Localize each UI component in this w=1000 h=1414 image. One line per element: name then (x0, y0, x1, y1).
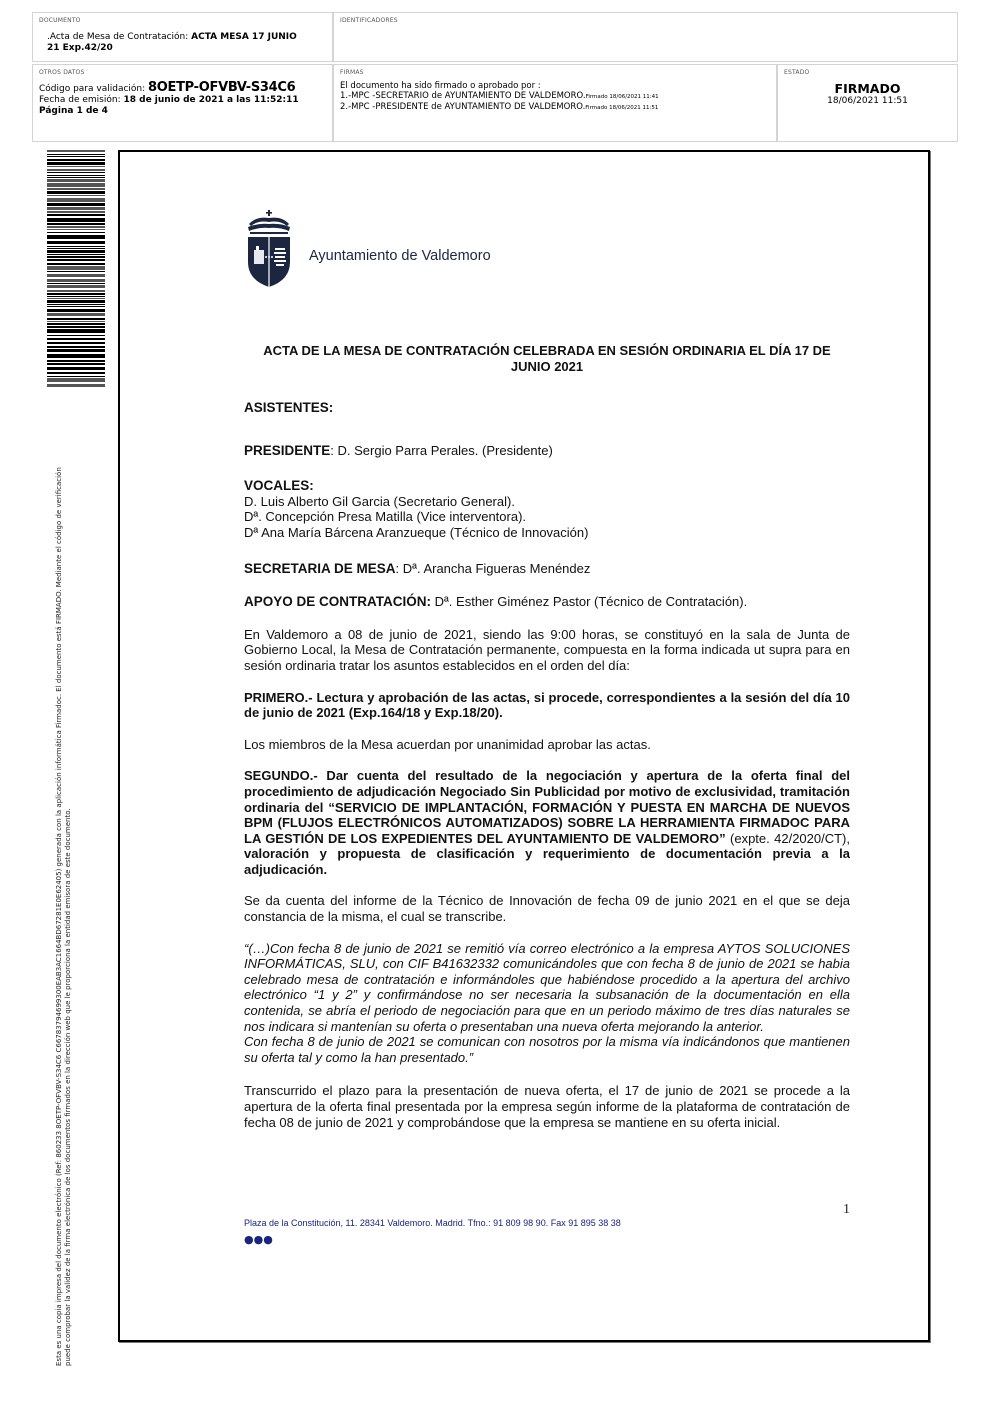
side-notice-line-2: puede comprobar la validez de la firma electrónica de los documentos firmados en la dirección web que le proporciona la entidad emisora de este documento. (64, 808, 72, 1366)
barcode-bar (47, 198, 105, 202)
informe-paragraph: Se da cuenta del informe de la Técnico de Innovación de fecha 09 de junio 2021 en el que se deja constancia de la misma, el cual se transcribe. (244, 893, 850, 925)
org-name: Ayuntamiento de Valdemoro (309, 248, 491, 264)
barcode-bar (47, 274, 105, 277)
transcurrido-paragraph: Transcurrido el plazo para la presentación de nueva oferta, el 17 de junio de 2021 se procede a la apertura de la oferta final presentada por la empresa según informe de la plataforma de contratación de fecha 08 de junio de 2021 y comprobándose que la empresa se mantiene en su oferta inicial. (244, 1083, 850, 1130)
barcode-bar (47, 235, 105, 239)
quote-part-2: Con fecha 8 de junio de 2021 se comunican con nosotros por la misma vía indicándonos que mantienen su oferta tal y como la han presentado.” (244, 1034, 850, 1065)
barcode-bar (47, 156, 105, 157)
presidente-row (244, 443, 850, 459)
document-body (244, 343, 850, 1146)
barcode-bar (47, 378, 105, 382)
barcode-bar (47, 309, 105, 312)
barcode-bar (47, 329, 105, 333)
signer-row (340, 102, 659, 113)
barcode-bar (47, 207, 105, 210)
barcode-bar (47, 321, 105, 322)
primero-result: Los miembros de la Mesa acuerdan por unanimidad aprobar las actas. (244, 736, 651, 752)
documento-prefix: .Acta de Mesa de Contratación: (47, 32, 192, 42)
apoyo-value: Dª. Esther Giménez Pastor (Técnico de Contratación). (431, 594, 748, 610)
barcode-bar (47, 290, 105, 292)
signer-row (340, 91, 659, 102)
vocal-item: D. Luis Alberto Gil Garcia (Secretario General). (244, 493, 515, 509)
segundo-text-a: SEGUNDO.- Dar cuenta del resultado de la negociación y apertura de la oferta final del procedimiento de adjudicación Negociado Sin Publicidad por motivo de exclusividad, tramitación ordinaria del “SERVICIO DE IMPLANTACIÓN, FORMACIÓN Y PUESTA EN MARCHA DE NUEVOS BPM (FLUJOS ELECTRÓNICOS AUTOMATIZADOS) SOBRE LA HERRAMIENTA FIRMADOC PARA LA GESTIÓN DE LOS EXPEDIENTES DEL AYUNTAMIENTO DE VALDEMORO” (244, 768, 850, 846)
barcode-bar (47, 223, 105, 225)
barcode-bar (47, 342, 105, 344)
emission-date-row (39, 95, 299, 106)
barcode-bar (47, 150, 105, 152)
barcode-bar (47, 166, 105, 167)
barcode-bar (47, 256, 105, 258)
barcode-bar (47, 300, 105, 303)
asistentes-heading: ASISTENTES: (244, 400, 334, 415)
side-notice-line-1: Esta es una copia impresa del documento electrónico (Ref: 860233 8OETP-OFVBV-S34C6 C66783794699300EAB3AC1664BD67281E0E62405) generada con la aplicación informática Firmadoc. El documento está FIRMADO. Mediante el código de verificación (55, 467, 63, 1366)
secretaria-label: SECRETARIA DE MESA (244, 560, 396, 576)
side-verification-notice (55, 391, 73, 1366)
status-datetime: 18/06/2021 11:51 (827, 96, 908, 106)
barcode-bar (47, 283, 105, 284)
barcode-bar (47, 360, 105, 362)
barcode-bar (47, 162, 105, 165)
apoyo-row (244, 594, 850, 610)
estado-content (778, 81, 957, 107)
document-header (32, 12, 958, 142)
intro-paragraph: En Valdemoro a 08 de junio de 2021, siendo las 9:00 horas, se constituyó en la sala de Junta de Gobierno Local, la Mesa de Contratación permanente, compuesta en la forma indicada ut supra para en sesión ordinaria tratar los asuntos establecidos en el orden del día: (244, 626, 850, 673)
signer-text: 2.-MPC -PRESIDENTE de AYUNTAMIENTO DE VALDEMORO. (340, 102, 586, 112)
barcode-bar (47, 259, 105, 261)
presidente-label: PRESIDENTE (244, 442, 331, 458)
identificadores-cell (333, 12, 958, 62)
segundo-paragraph (244, 768, 850, 877)
expediente-ref: (expte. 42/2020/CT), (725, 830, 850, 846)
firmas-cell (333, 64, 777, 142)
page-number: 1 (843, 1202, 850, 1217)
status-badge: FIRMADO (834, 81, 901, 96)
firmas-content (340, 81, 659, 113)
barcode-bar (47, 263, 105, 265)
barcode-bar (47, 335, 105, 336)
barcode-bar (47, 191, 105, 194)
footer-address: Plaza de la Constitución, 11. 28341 Valdemoro. Madrid. Tfno.: 91 809 98 90. Fax 91 895 38 38 (244, 1218, 621, 1228)
secretaria-row (244, 561, 850, 577)
barcode-bar (47, 296, 105, 297)
barcode-bar (47, 266, 105, 270)
barcode-bar (47, 271, 105, 272)
signer-stamp: Firmado 18/06/2021 11:51 (585, 105, 659, 111)
barcode-bar (47, 254, 105, 255)
quoted-report (244, 941, 850, 1066)
otros-datos-content (39, 82, 299, 117)
barcode-bar (47, 372, 105, 374)
secretaria-value: : Dª. Arancha Figueras Menéndez (395, 560, 591, 576)
barcode-bar (47, 250, 105, 253)
signer-stamp: Firmado 18/06/2021 11:41 (585, 94, 659, 100)
barcode-bar (47, 285, 105, 288)
barcode-bar (47, 159, 105, 161)
documento-label: DOCUMENTO (39, 17, 81, 24)
barcode-bar (47, 195, 105, 196)
page-indicator (39, 106, 299, 117)
identificadores-label: IDENTIFICADORES (340, 17, 398, 24)
validation-code-row (39, 82, 299, 95)
barcode-bar (47, 354, 105, 358)
barcode-bar (47, 306, 105, 307)
barcode-bar (47, 175, 105, 176)
barcode-bar (47, 346, 105, 348)
emission-date-label: Fecha de emisión: (39, 95, 124, 105)
estado-label: ESTADO (784, 69, 810, 76)
barcode-bar (47, 154, 105, 155)
barcode-bar (47, 384, 105, 387)
barcode-bar (47, 203, 105, 206)
barcode-bar (47, 279, 105, 282)
vocal-item: Dª Ana María Bárcena Aranzueque (Técnico de Innovación) (244, 524, 589, 540)
presidente-value: : D. Sergio Parra Perales. (Presidente) (330, 442, 553, 458)
barcode-bar (47, 226, 105, 228)
barcode-bar (47, 248, 105, 249)
barcode-bar (47, 293, 105, 295)
barcode-bar (47, 338, 105, 340)
barcode-bar (47, 313, 105, 316)
barcode-bar (47, 323, 105, 325)
otros-datos-cell (32, 64, 333, 142)
barcode-bar (47, 211, 105, 213)
vocales-label: VOCALES: (244, 478, 314, 494)
apoyo-label: APOYO DE CONTRATACIÓN: (244, 594, 431, 610)
barcode-bar (47, 177, 105, 178)
estado-cell (777, 64, 958, 142)
barcode-bar (47, 169, 105, 171)
barcode-bar (47, 229, 105, 230)
barcode-bar (47, 188, 105, 190)
quote-part-1: “(…)Con fecha 8 de junio de 2021 se remitió vía correo electrónico a la empresa AYTOS SOLUCIONES INFORMÁTICAS, SLU, con CIF B41632332 comunicándoles que con fecha 8 de junio de 2021 se habia celebrado mesa de contratación e informándoles que habiéndose procedido a la apertura del archivo electrónico “1 y 2” y confirmándose no ser necesaria la subsanación de la documentación en ella contenida, se abría el periodo de negociación para que en un periodo máximo de tres días naturales se nos indicara si mantenían su oferta o presentaban una nueva oferta mejorando la anterior. (244, 940, 850, 1034)
primero-paragraph: PRIMERO.- Lectura y aprobación de las actas, si procede, correspondientes a la sesión del día 10 de junio de 2021 (Exp.164/18 y Exp.18/20). (244, 689, 850, 721)
barcode-bar (47, 376, 105, 377)
barcode-icon (47, 150, 105, 388)
barcode-bar (47, 298, 105, 299)
firmas-label: FIRMAS (340, 69, 364, 76)
footer-dots-icon: ●●● (244, 1233, 273, 1246)
emission-date: 18 de junio de 2021 a las 11:52:11 (123, 95, 299, 105)
barcode-bar (47, 241, 105, 244)
barcode-bar (47, 318, 105, 320)
barcode-bar (47, 246, 105, 247)
vocal-item: Dª. Concepción Presa Matilla (Vice interventora). (244, 509, 527, 525)
barcode-bar (47, 183, 105, 187)
document-title: ACTA DE LA MESA DE CONTRATACIÓN CELEBRADA EN SESIÓN ORDINARIA EL DÍA 17 DE JUNIO 2021 (263, 343, 831, 374)
barcode-bar (47, 326, 105, 328)
barcode-bar (47, 349, 105, 352)
segundo-text-c: valoración y propuesta de clasificación y requerimiento de documentación previa a la adjudicación. (244, 846, 850, 877)
barcode-bar (47, 232, 105, 233)
barcode-bar (47, 214, 105, 216)
barcode-bar (47, 367, 105, 370)
barcode-bar (47, 304, 105, 305)
barcode-bar (47, 172, 105, 173)
validation-code-label: Código para validación: (39, 84, 149, 94)
page-indicator-text: Página 1 de 4 (39, 106, 108, 116)
barcode-bar (47, 179, 105, 182)
documento-title (47, 32, 307, 54)
documento-cell (32, 12, 333, 62)
coat-of-arms-icon (244, 210, 294, 288)
documento-title-bold: ACTA MESA 17 JUNIO 21 Exp.42/20 (47, 32, 297, 53)
vocales-block (244, 478, 850, 540)
barcode-bar (47, 363, 105, 365)
barcode-bar (47, 218, 105, 222)
otros-datos-label: OTROS DATOS (39, 69, 85, 76)
firmas-intro: El documento ha sido firmado o aprobado por : (340, 81, 541, 91)
validation-code[interactable]: 8OETP-OFVBV-S34C6 (148, 80, 296, 95)
signer-text: 1.-MPC -SECRETARIO de AYUNTAMIENTO DE VALDEMORO. (340, 91, 586, 101)
